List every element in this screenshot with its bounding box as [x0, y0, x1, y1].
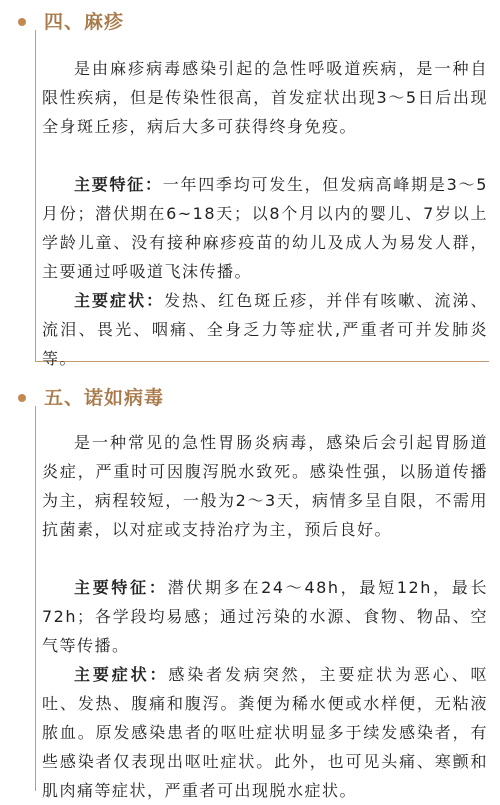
features-text: 潜伏期多在24～48h，最短12h，最长72h；各学段均易感；通过污染的水源、食物、物品、空气等传播。: [42, 578, 488, 655]
content-panel: [35, 406, 489, 800]
symptoms-paragraph: [42, 660, 488, 805]
features-text: 一年四季均可发生，但发病高峰期是3～5月份；潜伏期在6~18天；以8个月以内的婴儿、7岁以上学龄儿童、没有接种麻疹疫苗的幼儿及成人为易发人群，主要通过呼吸道飞沫传播。: [42, 175, 488, 281]
features-label: 主要特征：: [74, 175, 163, 194]
intro-paragraph: [42, 428, 488, 544]
section-measles: [0, 6, 500, 368]
symptoms-paragraph: [42, 286, 488, 373]
features-paragraph: [42, 573, 488, 660]
bullet-dot-icon: [18, 394, 26, 402]
symptoms-text: 发热、红色斑丘疹，并伴有咳嗽、流涕、流泪、畏光、咽痛、全身乏力等症状,严重者可并发肺炎等。: [42, 291, 488, 368]
symptoms-text: 感染者发病突然，主要症状为恶心、呕吐、发热、腹痛和腹泻。粪便为稀水便或水样便，无粘液脓血。原发感染患者的呕吐症状明显多于续发感染者，有些感染者仅表现出呕吐症状。此外，也可见头痛、寒颤和肌肉痛等症状，严重者可出现脱水症状。: [42, 665, 488, 800]
content-panel: [35, 30, 489, 368]
features-paragraph: [42, 170, 488, 286]
intro-paragraph: [42, 54, 488, 141]
section-title: 五、诺如病毒: [44, 387, 165, 409]
intro-text: 是一种常见的急性胃肠炎病毒，感染后会引起胃肠道炎症，严重时可因腹泻脱水致死。感染性强，以肠道传播为主，病程较短，一般为2～3天，病情多呈自限，不需用抗菌素，以对症或支持治疗为主，预后良好。: [42, 433, 488, 539]
bullet-dot-icon: [18, 18, 26, 26]
symptoms-label: 主要症状：: [74, 665, 169, 684]
section-norovirus: [0, 382, 500, 800]
features-label: 主要特征：: [74, 578, 168, 597]
section-title: 四、麻疹: [44, 11, 125, 33]
intro-text: 是由麻疹病毒感染引起的急性呼吸道疾病，是一种自限性疾病，但是传染性很高，首发症状出现3～5日后出现全身斑丘疹，病后大多可获得终身免疫。: [42, 59, 488, 136]
symptoms-label: 主要症状：: [74, 291, 165, 310]
